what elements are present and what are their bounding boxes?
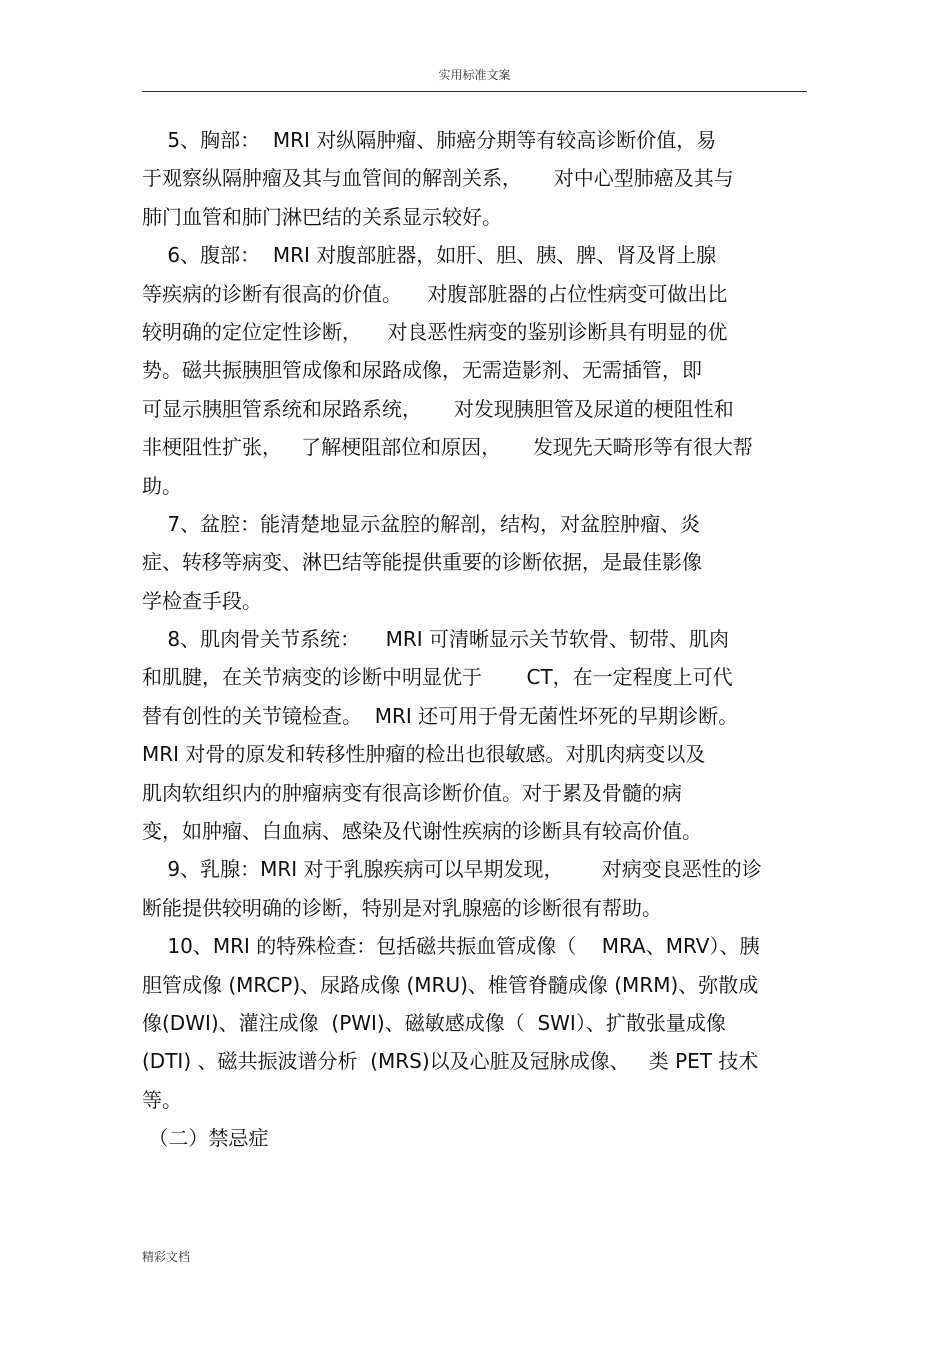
body-line: 助。 (142, 473, 182, 498)
document-body (142, 121, 807, 1158)
body-line: 可显示胰胆管系统和尿路系统， 对发现胰胆管及尿道的梗阻性和 (142, 396, 734, 421)
body-line: 肺门血管和肺门淋巴结的关系显示较好。 (142, 204, 502, 229)
body-line: 10、MRI 的特殊检查：包括磁共振血管成像（ MRA、MRV）、胰 (142, 934, 760, 959)
body-line: 5、胸部： MRI 对纵隔肿瘤、肺癌分期等有较高诊断价值，易 (142, 128, 717, 152)
body-line: 症、转移等病变、淋巴结等能提供重要的诊断依据，是最佳影像 (142, 550, 702, 575)
section-heading: （二）禁忌症 (142, 1126, 269, 1151)
body-line: 学检查手段。 (142, 588, 262, 613)
body-line: 断能提供较明确的诊断，特别是对乳腺癌的诊断很有帮助。 (142, 895, 662, 920)
header-divider (142, 91, 807, 92)
body-line: 较明确的定位定性诊断， 对良恶性病变的鉴别诊断具有明显的优 (142, 319, 728, 344)
body-line: (DTI) 、磁共振波谱分析 (MRS)以及心脏及冠脉成像、 类 PET 技术 (142, 1049, 759, 1074)
body-line: 于观察纵隔肿瘤及其与血管间的解剖关系， 对中心型肺癌及其与 (142, 166, 734, 191)
body-line: 6、腹部： MRI 对腹部脏器，如肝、胆、胰、脾、肾及肾上腺 (142, 243, 717, 268)
body-line: 势。磁共振胰胆管成像和尿路成像，无需造影剂、无需插管，即 (142, 358, 702, 383)
page-footer: 精彩文档 (142, 1250, 191, 1264)
body-line: 肌肉软组织内的肿瘤病变有很高诊断价值。对于累及骨髓的病 (142, 780, 682, 805)
body-line: 像(DWI)、灌注成像 (PWI)、磁敏感成像（ SWI）、扩散张量成像 (142, 1010, 726, 1035)
body-line: 非梗阻性扩张， 了解梗阻部位和原因， 发现先天畸形等有很大帮 (142, 435, 753, 460)
body-line: 替有创性的关节镜检查。 MRI 还可用于骨无菌性坏死的早期诊断。 (142, 703, 739, 728)
body-line: MRI 对骨的原发和转移性肿瘤的检出也很敏感。对肌肉病变以及 (142, 742, 706, 767)
body-line: 和肌腱，在关节病变的诊断中明显优于 CT，在一定程度上可代 (142, 665, 733, 690)
body-line: 等疾病的诊断有很高的价值。 对腹部脏器的占位性病变可做出比 (142, 281, 728, 306)
body-line: 7、盆腔：能清楚地显示盆腔的解剖，结构，对盆腔肿瘤、炎 (142, 511, 701, 536)
body-line: 9、乳腺：MRI 对于乳腺疾病可以早期发现， 对病变良恶性的诊 (142, 857, 762, 882)
body-line: 变，如肿瘤、白血病、感染及代谢性疾病的诊断具有较高价值。 (142, 819, 702, 844)
body-line: 8、肌肉骨关节系统： MRI 可清晰显示关节软骨、韧带、肌肉 (142, 627, 729, 652)
body-line: 胆管成像 (MRCP)、尿路成像 (MRU)、椎管脊髓成像 (MRM)、弥散成 (142, 972, 759, 997)
page-header: 实用标准文案 (438, 68, 511, 82)
body-line: 等。 (142, 1087, 182, 1112)
